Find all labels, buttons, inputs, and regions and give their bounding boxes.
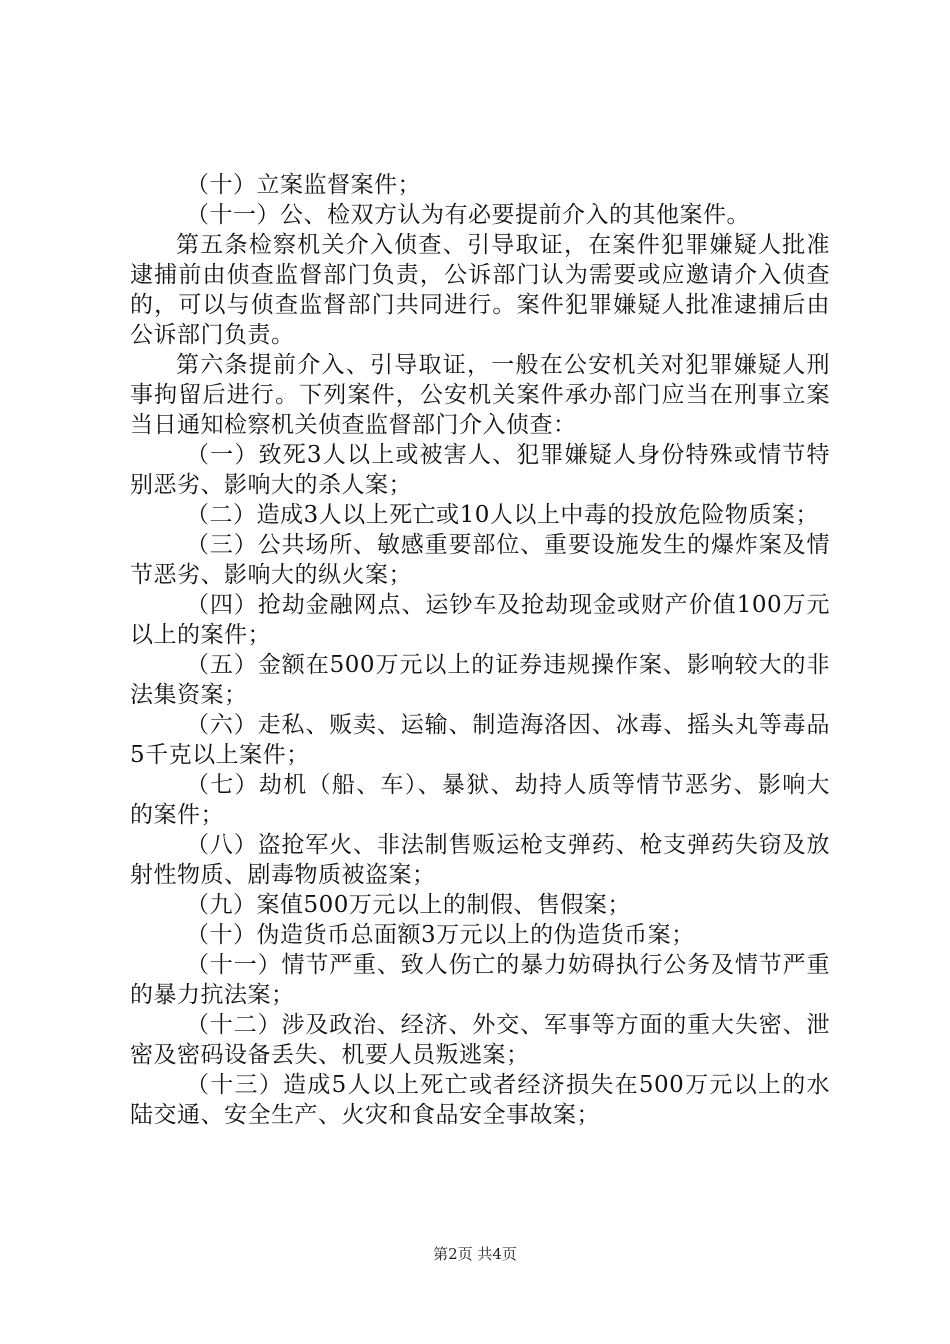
paragraph-case-2: （二）造成3人以上死亡或10人以上中毒的投放危险物质案；	[186, 502, 819, 528]
paragraph-case-5: （五）金额在500万元以上的证券违规操作案、影响较大的非法集资案；	[130, 652, 830, 708]
paragraph-case-3: （三）公共场所、敏感重要部位、重要设施发生的爆炸案及情节恶劣、影响大的纵火案；	[130, 532, 830, 588]
paragraph-item-10: （十）立案监督案件；	[186, 172, 421, 198]
paragraph-case-12: （十二）涉及政治、经济、外交、军事等方面的重大失密、泄密及密码设备丢失、机要人员叛逃案；	[130, 1012, 830, 1068]
page-number: 第2页 共4页	[433, 1245, 517, 1263]
paragraph-article-6: 第六条提前介入、引导取证，一般在公安机关对犯罪嫌疑人刑事拘留后进行。下列案件，公安机关案件承办部门应当在刑事立案当日通知检察机关侦查监督部门介入侦查：	[130, 352, 830, 438]
paragraph-case-9: （九）案值500万元以上的制假、售假案；	[186, 892, 631, 918]
paragraph-case-8: （八）盗抢军火、非法制售贩运枪支弹药、枪支弹药失窃及放射性物质、剧毒物质被盗案；	[130, 832, 830, 888]
paragraph-case-4: （四）抢劫金融网点、运钞车及抢劫现金或财产价值100万元以上的案件；	[130, 592, 830, 648]
paragraph-case-7: （七）劫机（船、车）、暴狱、劫持人质等情节恶劣、影响大的案件；	[130, 772, 830, 828]
page-footer	[0, 1243, 950, 1264]
paragraph-item-11: （十一）公、检双方认为有必要提前介入的其他案件。	[186, 202, 750, 228]
paragraph-case-6: （六）走私、贩卖、运输、制造海洛因、冰毒、摇头丸等毒品5千克以上案件；	[130, 712, 830, 768]
paragraph-case-11: （十一）情节严重、致人伤亡的暴力妨碍执行公务及情节严重的暴力抗法案；	[130, 952, 830, 1008]
paragraph-article-5: 第五条检察机关介入侦查、引导取证，在案件犯罪嫌疑人批准逮捕前由侦查监督部门负责，公诉部门认为需要或应邀请介入侦查的，可以与侦查监督部门共同进行。案件犯罪嫌疑人批准逮捕后由公诉部门负责。	[130, 232, 830, 348]
paragraph-case-13: （十三）造成5人以上死亡或者经济损失在500万元以上的水陆交通、安全生产、火灾和食品安全事故案；	[130, 1072, 830, 1128]
paragraph-case-1: （一）致死3人以上或被害人、犯罪嫌疑人身份特殊或情节特别恶劣、影响大的杀人案；	[130, 442, 830, 498]
paragraph-case-10: （十）伪造货币总面额3万元以上的伪造货币案；	[186, 922, 695, 948]
document-body	[130, 170, 830, 1130]
